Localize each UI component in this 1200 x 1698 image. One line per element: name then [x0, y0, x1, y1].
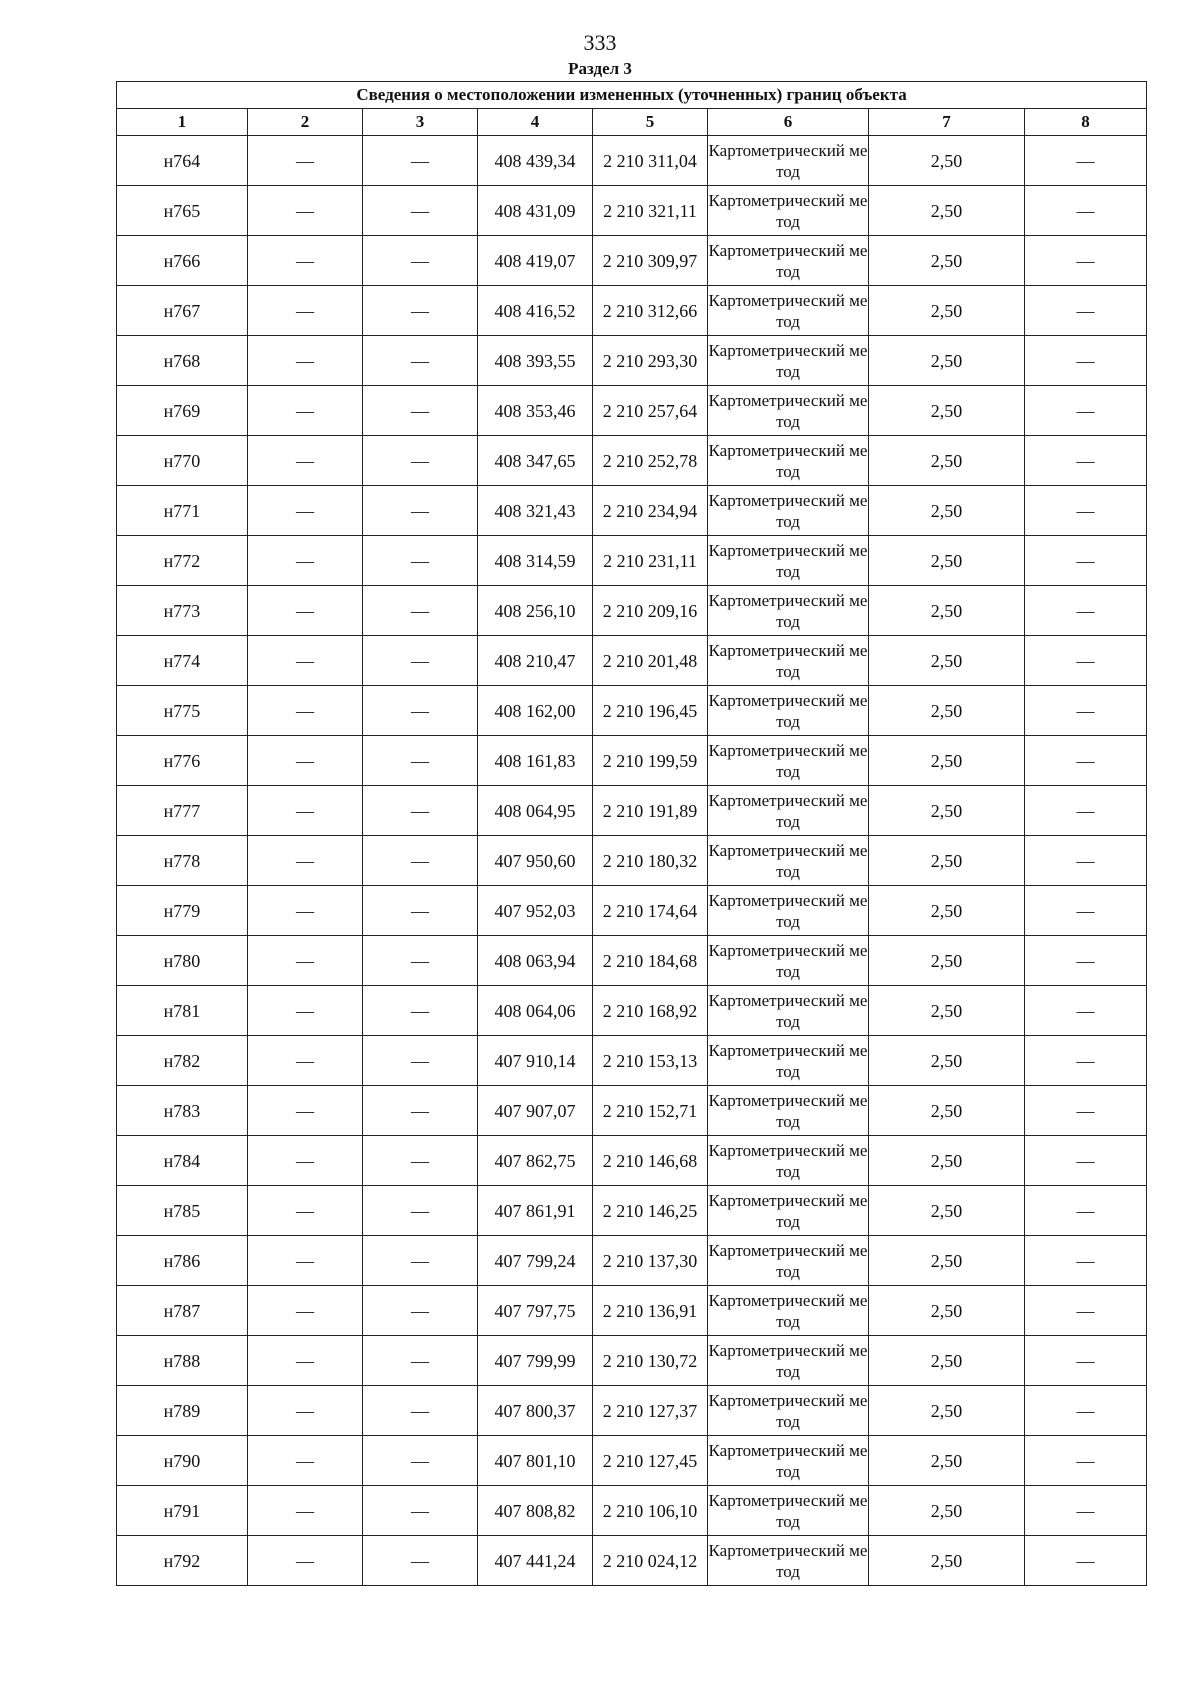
cell-col8: —: [1025, 336, 1147, 386]
accuracy: 2,50: [869, 136, 1025, 186]
accuracy: 2,50: [869, 236, 1025, 286]
point-id: н783: [117, 1086, 248, 1136]
coord-x: 407 950,60: [478, 836, 593, 886]
coord-y: 2 210 137,30: [593, 1236, 708, 1286]
coord-x: 407 952,03: [478, 886, 593, 936]
cell-col3: —: [363, 1086, 478, 1136]
cell-col2: —: [248, 186, 363, 236]
page-number: 333: [583, 30, 617, 55]
column-number: 6: [708, 109, 869, 136]
method: Картометрический метод: [708, 236, 869, 286]
cell-col8: —: [1025, 236, 1147, 286]
coord-y: 2 210 184,68: [593, 936, 708, 986]
coord-x: 408 347,65: [478, 436, 593, 486]
table-row: [117, 336, 1147, 386]
coord-x: 408 064,95: [478, 786, 593, 836]
accuracy: 2,50: [869, 1136, 1025, 1186]
cell-col8: —: [1025, 386, 1147, 436]
cell-col2: —: [248, 786, 363, 836]
cell-col2: —: [248, 136, 363, 186]
cell-col2: —: [248, 1286, 363, 1336]
coord-x: 408 439,34: [478, 136, 593, 186]
method: Картометрический метод: [708, 1486, 869, 1536]
table-row: [117, 486, 1147, 536]
cell-col3: —: [363, 486, 478, 536]
table-row: [117, 1036, 1147, 1086]
accuracy: 2,50: [869, 736, 1025, 786]
method: Картометрический метод: [708, 136, 869, 186]
point-id: н767: [117, 286, 248, 336]
method: Картометрический метод: [708, 1136, 869, 1186]
coord-y: 2 210 252,78: [593, 436, 708, 486]
table-caption-row: [117, 82, 1147, 109]
point-id: н764: [117, 136, 248, 186]
table-row: [117, 1136, 1147, 1186]
coord-x: 408 419,07: [478, 236, 593, 286]
point-id: н782: [117, 1036, 248, 1086]
method: Картометрический метод: [708, 486, 869, 536]
coord-x: 408 321,43: [478, 486, 593, 536]
cell-col2: —: [248, 486, 363, 536]
table-row: [117, 1086, 1147, 1136]
point-id: н771: [117, 486, 248, 536]
cell-col2: —: [248, 986, 363, 1036]
coord-x: 407 800,37: [478, 1386, 593, 1436]
cell-col8: —: [1025, 586, 1147, 636]
accuracy: 2,50: [869, 1486, 1025, 1536]
table-row: [117, 136, 1147, 186]
point-id: н779: [117, 886, 248, 936]
cell-col2: —: [248, 386, 363, 436]
table-row: [117, 836, 1147, 886]
cell-col2: —: [248, 686, 363, 736]
cell-col2: —: [248, 1036, 363, 1086]
cell-col3: —: [363, 286, 478, 336]
point-id: н778: [117, 836, 248, 886]
table-row: [117, 636, 1147, 686]
cell-col3: —: [363, 336, 478, 386]
table-row: [117, 1336, 1147, 1386]
cell-col2: —: [248, 336, 363, 386]
cell-col8: —: [1025, 1236, 1147, 1286]
table-row: [117, 1386, 1147, 1436]
coord-y: 2 210 199,59: [593, 736, 708, 786]
accuracy: 2,50: [869, 836, 1025, 886]
cell-col8: —: [1025, 1536, 1147, 1586]
table-row: [117, 386, 1147, 436]
coord-y: 2 210 234,94: [593, 486, 708, 536]
cell-col2: —: [248, 536, 363, 586]
coord-y: 2 210 209,16: [593, 586, 708, 636]
point-id: н789: [117, 1386, 248, 1436]
accuracy: 2,50: [869, 1086, 1025, 1136]
accuracy: 2,50: [869, 1336, 1025, 1386]
coord-x: 407 910,14: [478, 1036, 593, 1086]
cell-col3: —: [363, 686, 478, 736]
coord-x: 407 907,07: [478, 1086, 593, 1136]
cell-col2: —: [248, 1436, 363, 1486]
column-number: 1: [117, 109, 248, 136]
coord-x: 408 063,94: [478, 936, 593, 986]
point-id: н777: [117, 786, 248, 836]
cell-col3: —: [363, 1336, 478, 1386]
accuracy: 2,50: [869, 986, 1025, 1036]
table-row: [117, 786, 1147, 836]
cell-col8: —: [1025, 136, 1147, 186]
point-id: н785: [117, 1186, 248, 1236]
method: Картометрический метод: [708, 286, 869, 336]
cell-col2: —: [248, 586, 363, 636]
column-number: 7: [869, 109, 1025, 136]
coord-y: 2 210 311,04: [593, 136, 708, 186]
column-number: 4: [478, 109, 593, 136]
coord-x: 408 256,10: [478, 586, 593, 636]
cell-col3: —: [363, 1286, 478, 1336]
cell-col3: —: [363, 386, 478, 436]
method: Картометрический метод: [708, 436, 869, 486]
point-id: н766: [117, 236, 248, 286]
cell-col8: —: [1025, 1186, 1147, 1236]
table-row: [117, 1186, 1147, 1236]
cell-col3: —: [363, 1136, 478, 1186]
method: Картометрический метод: [708, 836, 869, 886]
point-id: н775: [117, 686, 248, 736]
accuracy: 2,50: [869, 1186, 1025, 1236]
cell-col3: —: [363, 836, 478, 886]
cell-col8: —: [1025, 286, 1147, 336]
cell-col8: —: [1025, 186, 1147, 236]
column-number: 3: [363, 109, 478, 136]
cell-col3: —: [363, 536, 478, 586]
point-id: н769: [117, 386, 248, 436]
section-title: Раздел 3: [568, 59, 632, 78]
table-row: [117, 436, 1147, 486]
point-id: н787: [117, 1286, 248, 1336]
method: Картометрический метод: [708, 1036, 869, 1086]
cell-col3: —: [363, 1236, 478, 1286]
method: Картометрический метод: [708, 1386, 869, 1436]
accuracy: 2,50: [869, 1286, 1025, 1336]
accuracy: 2,50: [869, 886, 1025, 936]
cell-col8: —: [1025, 1336, 1147, 1386]
cell-col8: —: [1025, 1436, 1147, 1486]
coord-y: 2 210 168,92: [593, 986, 708, 1036]
coord-y: 2 210 127,45: [593, 1436, 708, 1486]
point-id: н784: [117, 1136, 248, 1186]
coord-x: 408 210,47: [478, 636, 593, 686]
cell-col3: —: [363, 1036, 478, 1086]
coord-y: 2 210 153,13: [593, 1036, 708, 1086]
coord-x: 408 416,52: [478, 286, 593, 336]
accuracy: 2,50: [869, 286, 1025, 336]
accuracy: 2,50: [869, 636, 1025, 686]
table-row: [117, 1436, 1147, 1486]
coord-x: 407 797,75: [478, 1286, 593, 1336]
coord-x: 407 862,75: [478, 1136, 593, 1186]
cell-col8: —: [1025, 1286, 1147, 1336]
accuracy: 2,50: [869, 1536, 1025, 1586]
coord-x: 407 799,99: [478, 1336, 593, 1386]
cell-col8: —: [1025, 936, 1147, 986]
coord-y: 2 210 196,45: [593, 686, 708, 736]
table-row: [117, 686, 1147, 736]
coord-y: 2 210 174,64: [593, 886, 708, 936]
coord-y: 2 210 312,66: [593, 286, 708, 336]
cell-col8: —: [1025, 486, 1147, 536]
table-row: [117, 1536, 1147, 1586]
cell-col3: —: [363, 1536, 478, 1586]
coord-x: 407 799,24: [478, 1236, 593, 1286]
table-row: [117, 736, 1147, 786]
accuracy: 2,50: [869, 1386, 1025, 1436]
cell-col8: —: [1025, 1386, 1147, 1436]
cell-col2: —: [248, 886, 363, 936]
coord-x: 407 808,82: [478, 1486, 593, 1536]
method: Картометрический метод: [708, 186, 869, 236]
cell-col2: —: [248, 1136, 363, 1186]
point-id: н773: [117, 586, 248, 636]
coord-y: 2 210 024,12: [593, 1536, 708, 1586]
accuracy: 2,50: [869, 1236, 1025, 1286]
cell-col2: —: [248, 286, 363, 336]
cell-col8: —: [1025, 686, 1147, 736]
table-row: [117, 986, 1147, 1036]
method: Картометрический метод: [708, 1336, 869, 1386]
cell-col2: —: [248, 1236, 363, 1286]
coord-y: 2 210 136,91: [593, 1286, 708, 1336]
table-row: [117, 536, 1147, 586]
coord-y: 2 210 127,37: [593, 1386, 708, 1436]
point-id: н790: [117, 1436, 248, 1486]
cell-col3: —: [363, 1186, 478, 1236]
method: Картометрический метод: [708, 586, 869, 636]
point-id: н780: [117, 936, 248, 986]
method: Картометрический метод: [708, 786, 869, 836]
point-id: н768: [117, 336, 248, 386]
accuracy: 2,50: [869, 486, 1025, 536]
coord-x: 407 441,24: [478, 1536, 593, 1586]
cell-col8: —: [1025, 436, 1147, 486]
cell-col8: —: [1025, 886, 1147, 936]
accuracy: 2,50: [869, 936, 1025, 986]
column-number: 5: [593, 109, 708, 136]
accuracy: 2,50: [869, 1436, 1025, 1486]
table-row: [117, 286, 1147, 336]
cell-col8: —: [1025, 1136, 1147, 1186]
cell-col8: —: [1025, 736, 1147, 786]
point-id: н776: [117, 736, 248, 786]
cell-col3: —: [363, 736, 478, 786]
coord-y: 2 210 130,72: [593, 1336, 708, 1386]
table-row: [117, 236, 1147, 286]
table-row: [117, 1236, 1147, 1286]
cell-col8: —: [1025, 1486, 1147, 1536]
point-id: н788: [117, 1336, 248, 1386]
method: Картометрический метод: [708, 686, 869, 736]
cell-col2: —: [248, 1536, 363, 1586]
accuracy: 2,50: [869, 786, 1025, 836]
point-id: н770: [117, 436, 248, 486]
cell-col3: —: [363, 1386, 478, 1436]
cell-col2: —: [248, 1386, 363, 1436]
table-row: [117, 886, 1147, 936]
coord-x: 407 801,10: [478, 1436, 593, 1486]
cell-col2: —: [248, 636, 363, 686]
cell-col3: —: [363, 886, 478, 936]
method: Картометрический метод: [708, 636, 869, 686]
cell-col2: —: [248, 836, 363, 886]
coord-y: 2 210 191,89: [593, 786, 708, 836]
coord-y: 2 210 293,30: [593, 336, 708, 386]
cell-col8: —: [1025, 836, 1147, 886]
cell-col8: —: [1025, 1086, 1147, 1136]
coord-x: 408 393,55: [478, 336, 593, 386]
accuracy: 2,50: [869, 336, 1025, 386]
coord-y: 2 210 180,32: [593, 836, 708, 886]
coord-x: 408 064,06: [478, 986, 593, 1036]
cell-col2: —: [248, 736, 363, 786]
coord-x: 408 161,83: [478, 736, 593, 786]
method: Картометрический метод: [708, 536, 869, 586]
method: Картометрический метод: [708, 886, 869, 936]
point-id: н772: [117, 536, 248, 586]
cell-col3: —: [363, 436, 478, 486]
accuracy: 2,50: [869, 686, 1025, 736]
cell-col2: —: [248, 1086, 363, 1136]
cell-col8: —: [1025, 986, 1147, 1036]
method: Картометрический метод: [708, 1236, 869, 1286]
coord-y: 2 210 257,64: [593, 386, 708, 436]
coord-x: 408 162,00: [478, 686, 593, 736]
cell-col3: —: [363, 636, 478, 686]
coord-y: 2 210 106,10: [593, 1486, 708, 1536]
coord-x: 408 314,59: [478, 536, 593, 586]
cell-col2: —: [248, 1186, 363, 1236]
table-row: [117, 186, 1147, 236]
cell-col3: —: [363, 1486, 478, 1536]
coord-y: 2 210 321,11: [593, 186, 708, 236]
cell-col3: —: [363, 1436, 478, 1486]
cell-col3: —: [363, 586, 478, 636]
table-body: [117, 136, 1147, 1586]
coord-y: 2 210 152,71: [593, 1086, 708, 1136]
coord-y: 2 210 146,68: [593, 1136, 708, 1186]
method: Картометрический метод: [708, 1436, 869, 1486]
coord-x: 407 861,91: [478, 1186, 593, 1236]
coord-y: 2 210 146,25: [593, 1186, 708, 1236]
method: Картометрический метод: [708, 386, 869, 436]
accuracy: 2,50: [869, 536, 1025, 586]
table-row: [117, 586, 1147, 636]
point-id: н765: [117, 186, 248, 236]
accuracy: 2,50: [869, 186, 1025, 236]
cell-col2: —: [248, 1336, 363, 1386]
method: Картометрический метод: [708, 736, 869, 786]
table-caption: Сведения о местоположении измененных (уточненных) границ объекта: [117, 82, 1147, 109]
cell-col3: —: [363, 236, 478, 286]
cell-col2: —: [248, 936, 363, 986]
method: Картометрический метод: [708, 336, 869, 386]
method: Картометрический метод: [708, 1286, 869, 1336]
method: Картометрический метод: [708, 936, 869, 986]
coord-y: 2 210 201,48: [593, 636, 708, 686]
cell-col2: —: [248, 436, 363, 486]
coord-x: 408 431,09: [478, 186, 593, 236]
accuracy: 2,50: [869, 586, 1025, 636]
column-number: 2: [248, 109, 363, 136]
table-row: [117, 1486, 1147, 1536]
method: Картометрический метод: [708, 986, 869, 1036]
column-number: 8: [1025, 109, 1147, 136]
column-number-row: [117, 109, 1147, 136]
coord-x: 408 353,46: [478, 386, 593, 436]
cell-col3: —: [363, 986, 478, 1036]
point-id: н781: [117, 986, 248, 1036]
cell-col3: —: [363, 136, 478, 186]
cell-col8: —: [1025, 636, 1147, 686]
cell-col3: —: [363, 786, 478, 836]
point-id: н791: [117, 1486, 248, 1536]
cell-col2: —: [248, 1486, 363, 1536]
accuracy: 2,50: [869, 1036, 1025, 1086]
method: Картометрический метод: [708, 1086, 869, 1136]
cell-col8: —: [1025, 1036, 1147, 1086]
method: Картометрический метод: [708, 1186, 869, 1236]
point-id: н792: [117, 1536, 248, 1586]
cell-col8: —: [1025, 786, 1147, 836]
coord-y: 2 210 309,97: [593, 236, 708, 286]
cell-col3: —: [363, 936, 478, 986]
accuracy: 2,50: [869, 436, 1025, 486]
method: Картометрический метод: [708, 1536, 869, 1586]
table-row: [117, 1286, 1147, 1336]
accuracy: 2,50: [869, 386, 1025, 436]
table-row: [117, 936, 1147, 986]
cell-col2: —: [248, 236, 363, 286]
cell-col3: —: [363, 186, 478, 236]
cell-col8: —: [1025, 536, 1147, 586]
coord-y: 2 210 231,11: [593, 536, 708, 586]
point-id: н774: [117, 636, 248, 686]
point-id: н786: [117, 1236, 248, 1286]
coordinates-table: [116, 81, 1147, 1586]
